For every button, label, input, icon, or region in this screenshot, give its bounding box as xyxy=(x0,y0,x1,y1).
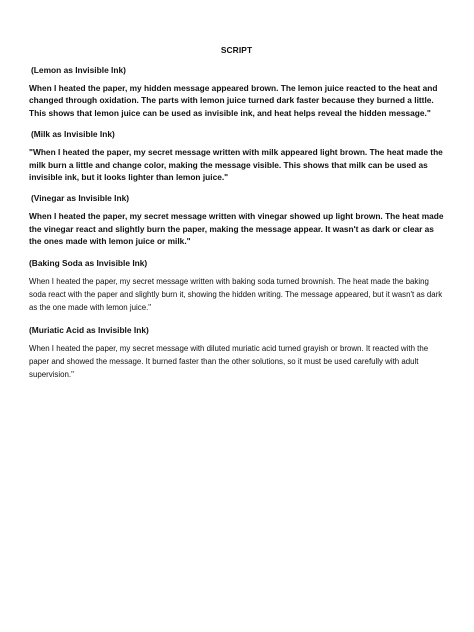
section-heading: (Lemon as Invisible Ink) xyxy=(31,65,126,75)
section-paragraph: When I heated the paper, my secret message written with baking soda turned brownish. The heat made the baking soda react with the paper and slightly burn it, showing the hidden writing. The message appeared, but it wasn't as dark as the one made with lemon juice." xyxy=(29,276,443,312)
section-paragraph: When I heated the paper, my secret message with diluted muriatic acid turned grayish or brown. It reacted with the paper and showed the message. It burned faster than the other solutions, so it must be used carefully with adult supervision." xyxy=(29,343,429,379)
section-vinegar xyxy=(29,192,444,247)
section-baking-soda xyxy=(29,257,444,314)
section-heading: (Milk as Invisible Ink) xyxy=(31,129,115,140)
section-muriatic-acid xyxy=(29,324,444,381)
section-paragraph: "When I heated the paper, my secret message written with milk appeared light brown. The heat made the milk burn a little and change color, making the message visible. This shows that milk can be used as invisible ink, but it looks lighter than lemon juice." xyxy=(29,147,443,183)
section-heading: (Vinegar as Invisible Ink) xyxy=(31,193,130,204)
section-paragraph: When I heated the paper, my hidden message appeared brown. The lemon juice reacted to the heat and changed through oxidation. The parts with lemon juice turned dark faster because they burned a little. This shows that lemon juice can be used as invisible ink, and heat helps reveal the hidden message." xyxy=(29,83,438,118)
section-paragraph: When I heated the paper, my secret message written with vinegar showed up light brown. The heat made the vinegar react and slightly burn the paper, making the message appear. It wasn't as dark or clear as the ones made with lemon juice or milk." xyxy=(29,211,444,247)
section-milk xyxy=(29,128,444,183)
section-heading: (Baking Soda as Invisible Ink) xyxy=(29,257,148,268)
section-lemon xyxy=(29,64,444,119)
document-title: SCRIPT xyxy=(220,45,253,55)
section-heading: (Muriatic Acid as Invisible Ink) xyxy=(29,324,149,335)
